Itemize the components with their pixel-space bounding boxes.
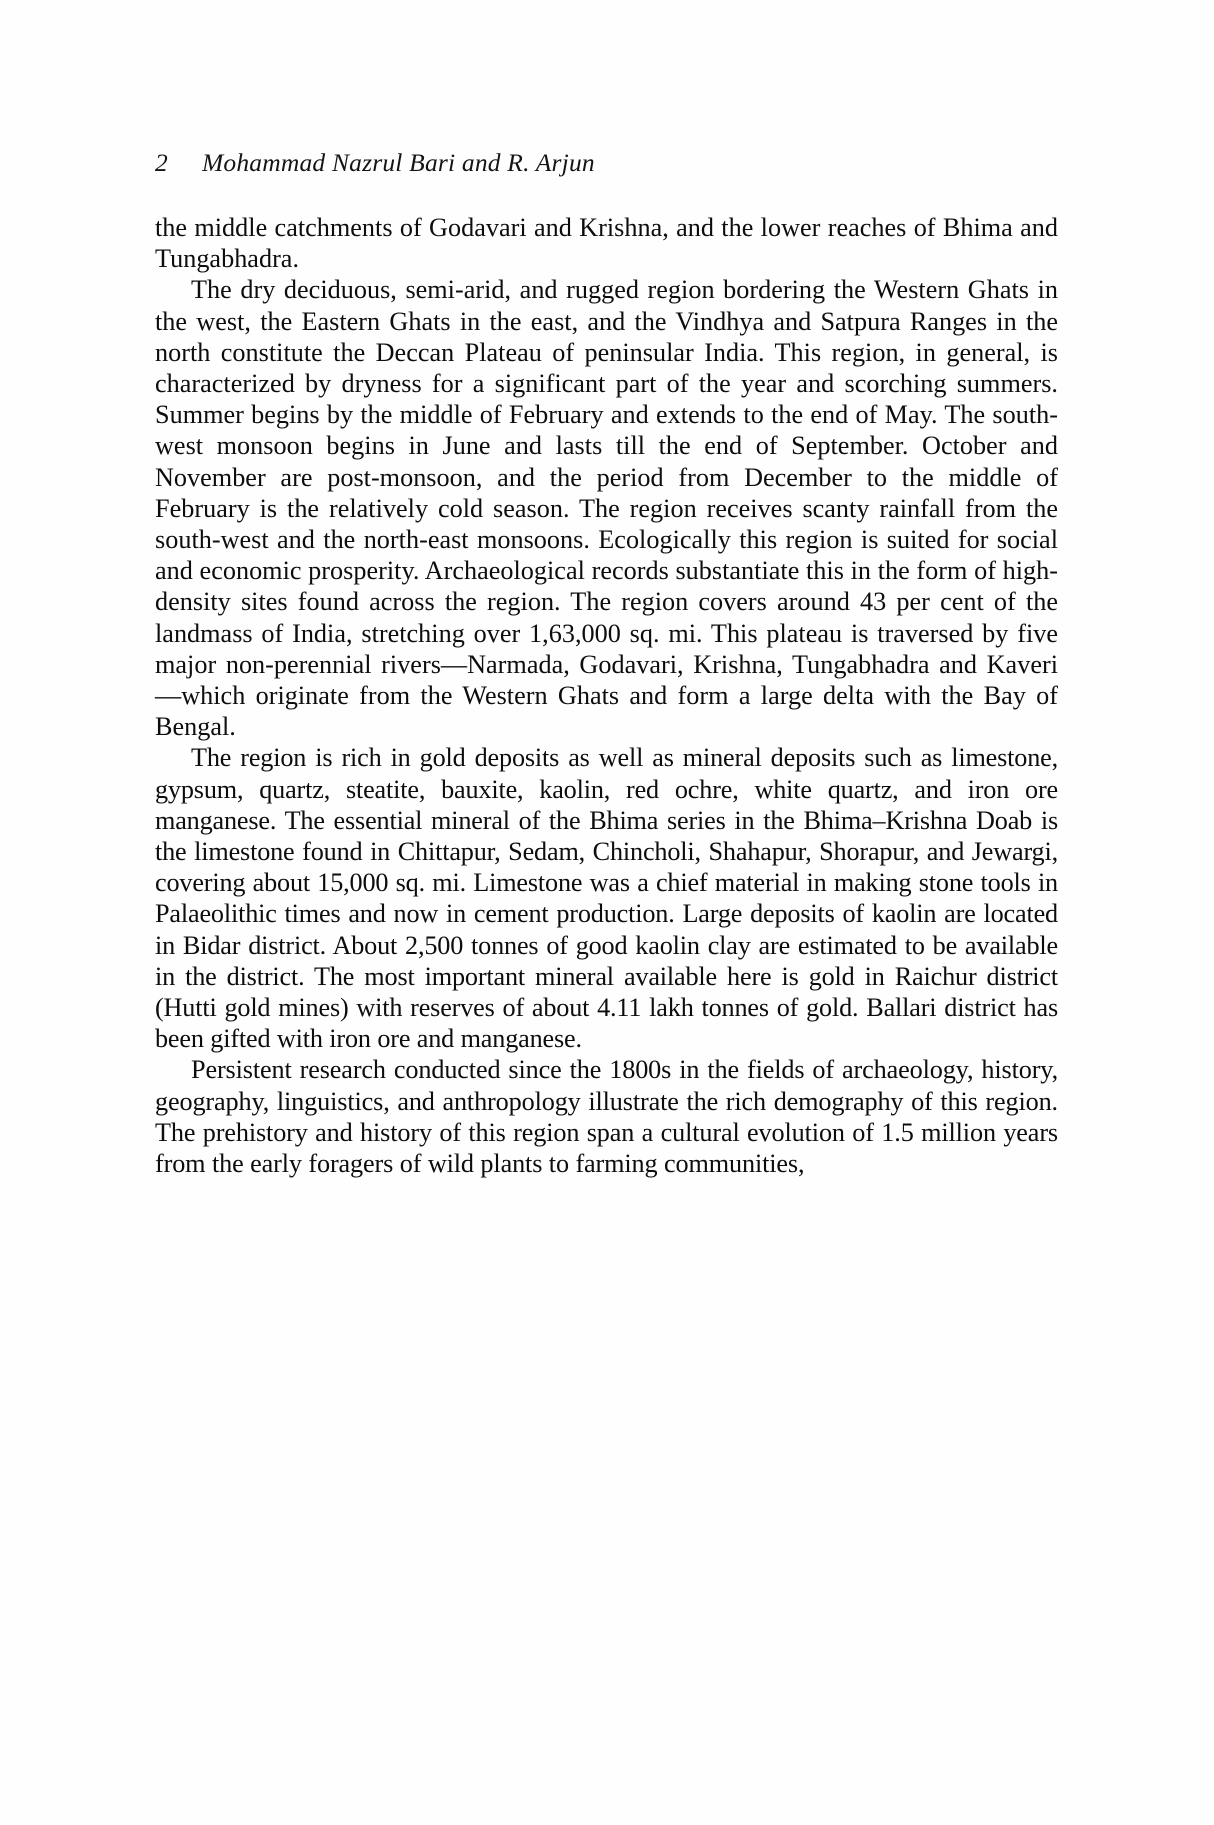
running-head-title: Mohammad Nazrul Bari and R. Arjun (201, 148, 595, 177)
running-head (155, 148, 1060, 178)
paragraph-minerals: The region is rich in gold deposits as well as mineral deposits such as limestone, gypsum, quartz, steatite, bauxite, kaolin, red ochre, white quartz, and iron ore manganese. The essential mineral of the Bhima series in the Bhima–Krishna Doab is the limestone found in Chittapur, Sedam, Chincholi, Shahapur, Shorapur, and Jewargi, covering about 15,000 sq. mi. Limestone was a chief material in making stone tools in Palaeolithic times and now in cement production. Large deposits of kaolin are located in Bidar district. About 2,500 tonnes of good kaolin clay are estimated to be available in the district. The most important mineral available here is gold in Raichur district (Hutti gold mines) with reserves of about 4.11 lakh tonnes of gold. Ballari district has been gifted with iron ore and manganese. (155, 743, 1058, 1054)
page-number: 2 (155, 148, 168, 177)
paragraph-deccan-plateau: The dry deciduous, semi-arid, and rugged region bordering the Western Ghats in the west, the Eastern Ghats in the east, and the Vindhya and Satpura Ranges in the north constitute the Deccan Plateau of peninsular India. This region, in general, is characterized by dryness for a significant part of the year and scorching summers. Summer begins by the middle of February and extends to the end of May. The south-west monsoon begins in June and lasts till the end of September. October and November are post-monsoon, and the period from December to the middle of February is the relatively cold season. The region receives scanty rainfall from the south-west and the north-east monsoons. Ecologically this region is suited for social and economic prosperity. Archaeological records substantiate this in the form of high-density sites found across the region. The region covers around 43 per cent of the landmass of India, stretching over 1,63,000 sq. mi. This plateau is traversed by five major non-perennial rivers—Narmada, Godavari, Krishna, Tungabhadra and Kaveri—which originate from the Western Ghats and form a large delta with the Bay of Bengal. (155, 275, 1058, 742)
paragraph-continuation: the middle catchments of Godavari and Krishna, and the lower reaches of Bhima and Tungabhadra. (155, 213, 1058, 274)
body-text-block (155, 212, 1058, 1179)
paragraph-research: Persistent research conducted since the 1800s in the fields of archaeology, history, geography, linguistics, and anthropology illustrate the rich demography of this region. The prehistory and history of this region span a cultural evolution of 1.5 million years from the early foragers of wild plants to farming communities, (155, 1055, 1058, 1179)
